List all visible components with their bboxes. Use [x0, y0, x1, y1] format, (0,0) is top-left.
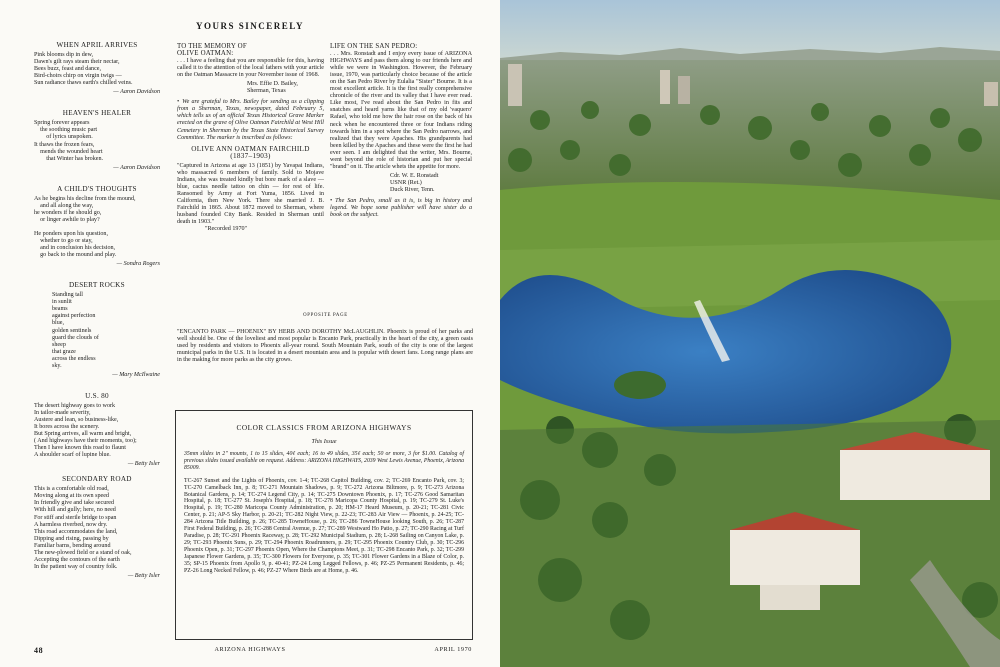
poem-text: As he begins his decline from the mound, and all along the way, he wonders if he should go, or linger awhile to play? He ponders upon his question, whether to go or stay, and in conclusion his decision, go back to the mound and play.	[34, 195, 136, 259]
marker-title: OLIVE ANN OATMAN FAIRCHILD (1837–1903)	[191, 144, 310, 160]
poem-a-childs-thoughts	[34, 186, 160, 269]
poem-text: This is a comfortable old road, Moving along at its own speed In friendly give and take secured With hill and gully; here, no need For stiff and sterile bridge to span A harmless riverbed, now dry. This road accommodates the land, Dipping and rising, passing by Familiar barns, bending around The new-plowed field or a stand of oak, Accepting the contours of the earth In the patient way of country folk.	[34, 486, 132, 570]
poem-author: — Mary McIlwaine	[112, 371, 160, 378]
cover-photo-caption: "ENCANTO PARK — PHOENIX" BY HERB AND DOROTHY McLAUGHLIN. Phoenix is proud of her parks and well should be. One of the loveliest and most popular is Encanto Park, practically in the heart of the city, a green oasis used by residents and visitors to Phoenix all-year round. South Mountain Park, south of the city is one of the largest municipal parks in the U.S. It is located in a desert mountain area and is popular with desert fans. Long range plans are in the making for more parks as the city grows.	[177, 329, 473, 364]
poem-title: U.S. 80	[85, 391, 109, 400]
poem-author: — Sondra Rogers	[116, 261, 160, 268]
oatman-letter-column	[177, 43, 324, 233]
poem-author: — Betty Isler	[127, 461, 160, 468]
poem-title: DESERT ROCKS	[69, 281, 125, 290]
marker-inscription: "Captured in Arizona at age 13 (1851) by Yavapai Indians, who massacred 6 members of family. Sold to Mojave Indians, she was treated kindly but bore mark of a slave — blue, cactus needle tattoo on chin — for rest of life. Ransomed by Army at Fort Yuma, 1856. Lived in California, then New York. There she married J. B. Fairchild in 1865. About 1872 moved to Sherman, where husband founded City Bank. Resided in Sherman until death in 1903."	[177, 162, 324, 226]
box-title: COLOR CLASSICS FROM ARIZONA HIGHWAYS	[236, 423, 412, 432]
poem-desert-rocks	[34, 282, 160, 379]
tower-building	[660, 70, 670, 104]
san-pedro-letter-column	[330, 43, 472, 219]
editor-note: • We are grateful to Mrs. Bailey for sending us a clipping from a Sherman, Texas, newspaper, dated February 5, which tells us of an official Texas Historical Grave Marker erected on the grave of Olive Oatman Fairchild at West Hill Cemetery in Sherman by the Texas State Historical Survey Committee. The marker is inscribed as follows:	[177, 99, 324, 141]
poem-title: A CHILD'S THOUGHTS	[57, 184, 137, 193]
poem-text: Spring forever appears the soothing music part of lyrics unspoken. It thaws the frozen fears, mends the wounded heart that Winter has broken.	[34, 120, 104, 162]
poem-title: WHEN APRIL ARRIVES	[56, 41, 138, 49]
slide-list: TC-267 Sunset and the Lights of Phoenix, cov. 1-4; TC-268 Capitol Building, cov. 2; TC-269 Encanto Park, cov. 3; TC-270 Camelback Inn, p. 8; TC-271 Mountain Shadows, p. 9; TC-272 Arizona Biltmore, p. 9; TC-273 Arizona Botanical Gardens, p. 14; TC-274 Legend City, p. 14; TC-275 Downtown Phoenix, p. 17; TC-276 Good Samaritan Hospital, p. 18; TC-277 St. Joseph's Hospital, p. 18; TC-278 Maricopa County Hospital, p. 19; TC-279 St. Luke's Hospital, p. 19; TC-280 Maricopa County Administration, p. 20; HM-17 Heard Museum, p. 20-21; TC-281 Civic Center, p. 21; AP-5 Sky Harbor, p. 20-21; TC-282 Night View, p. 22-23; TC-283 Air View — Phoenix, p. 24-25; TC-284 Arizona Title Building, p. 26; TC-285 TowneHouse, p. 26; TC-286 TowneHouse looking South, p. 26; TC-287 First Federal Building, p. 26; TC-288 Central Avenue, p. 27; TC-289 Westward Ho Patio, p. 27; TC-290 Racing at Turf Paradise, p. 28; TC-291 Phoenix Raceway, p. 28; TC-292 Municipal Stadium, p. 28; L-268 Sailing on Canyon Lake, p. 29; TC-293 Phoenix Suns, p. 29; TC-294 Phoenix Roadrunners, p. 29; TC-295 Phoenix Country Club, p. 30; TC-296 Phoenix Open, p. 31; TC-297 Phoenix Open, Where the Champions Meet, p. 31; TC-298 Encanto Park, p. 32; TC-299 Japanese Flower Gardens, p. 35; TC-300 Flowers for Everyone, p. 35; TC-301 Flower Gardens in a Blaze of Color, p. 35; SP-15 Phoenix from Apollo 9, p. 40-41; PZ-24 Long Legged Fellows, p. 46; PZ-25 Permanent Residents, p. 46; PZ-26 Long Necked Fellow, p. 46; PZ-27 Where Birds are at Home, p. 46.	[184, 477, 464, 574]
letter-title: TO THE MEMORY OF OLIVE OATMAN:	[177, 43, 247, 58]
letter-body: . . . I have a feeling that you are responsible for this, having called it to the attention of the local fathers with your article on the Oatman Massacre in your November issue of 1968.	[177, 58, 324, 79]
tower-building	[984, 82, 998, 106]
issue-date: APRIL 1970	[434, 646, 472, 653]
poem-author: — Aaron Davidson	[113, 89, 160, 96]
recorded-date: "Recorded 1970"	[205, 226, 248, 233]
aerial-park-image	[500, 0, 1000, 667]
tower-building	[508, 64, 522, 106]
poem-us-80	[34, 393, 160, 468]
poems-column	[34, 42, 160, 580]
letter-title: LIFE ON THE SAN PEDRO:	[330, 43, 418, 50]
poem-text: The desert highway goes to work In tailor-made severity, Austere and lean, so business-like, It bores across the scenery. But Spring arrives, all warm and bright, ( And highways have their moments, too); Then I have known this road to flaunt A shoulder scarf of lupine blue.	[34, 402, 137, 459]
poem-author: — Betty Isler	[127, 572, 160, 579]
color-classics-box	[175, 410, 473, 640]
box-subtitle: This Issue	[311, 438, 337, 445]
encanto-park-photo	[500, 0, 1000, 667]
letter-signature: Mrs. Effie D. Bailey, Sherman, Texas	[247, 81, 298, 95]
poem-secondary-road	[34, 476, 160, 580]
lake-island	[614, 371, 666, 399]
letter-signature: Cdr. W. E. Ronstadt USNR (Ret.) Duck River, Tenn.	[390, 172, 439, 193]
bullet-marker: •	[177, 99, 180, 106]
page-number: 48	[34, 646, 44, 655]
poem-heavens-healer	[34, 110, 160, 171]
letter-body: . . . Mrs. Ronstadt and I enjoy every issue of ARIZONA HIGHWAYS and pass them along to our friends here and while we were in Washington. However, the February issue, 1970, was particularly choice because of the article on the San Pedro River by Eulalia "Sister" Bourne. It is a most excellent article. It is the first really comprehensive chronicle of the river and its valley that I have ever read. Like most, I've read about the San Pedro in fits and snatches and heard yarns like that of my old 'vaquero' Rafael, who told me how the hair rose on the back of his neck when he encountered three or four Indians riding towards him in a spot where the San Pedro narrows, and realized that they were Apaches. His grandparents had been killed by the Apaches and these were the first he had ever seen. I am delighted that the writer, Mrs. Bourne, went beyond the role of historian and put her special "brand" on it. The article whets the appetite for more.	[330, 51, 472, 170]
poem-author: — Aaron Davidson	[113, 164, 160, 171]
poem-when-april-arrives	[34, 42, 160, 96]
poem-title: HEAVEN'S HEALER	[62, 109, 132, 118]
bullet-marker: •	[330, 197, 333, 204]
tower-building	[678, 76, 690, 104]
poem-text: Standing tall in sunlit beams against perfection blue, golden sentinels guard the clouds of sheep that graze across the endless sky.	[52, 292, 99, 369]
poem-title: SECONDARY ROAD	[62, 475, 132, 484]
poem-text: Pink blooms dip in dew, Dawn's gilt rays steam their nectar, Bees buzz, feast and dance, Bird-choirs chirp on virgin twigs — Sun radiance thaws earth's chilled veins.	[34, 52, 133, 87]
page-header: YOURS SINCERELY	[196, 21, 304, 31]
opposite-page-label: OPPOSITE PAGE	[303, 313, 348, 318]
slide-pricing-info: 35mm slides in 2" mounts, 1 to 15 slides, 40¢ each; 16 to 49 slides, 35¢ each; 50 or more, 3 for $1.00. Catalog of previous slides issued available on request. Address: ARIZONA HIGHWAYS, 2039 West Lewis Avenue, Phoenix, Arizona 85009.	[184, 451, 464, 471]
magazine-name: ARIZONA HIGHWAYS	[214, 646, 286, 653]
editor-note: • The San Pedro, small as it is, is big in history and legend. We hope some publisher will have sister do a book on the subject.	[330, 197, 472, 219]
